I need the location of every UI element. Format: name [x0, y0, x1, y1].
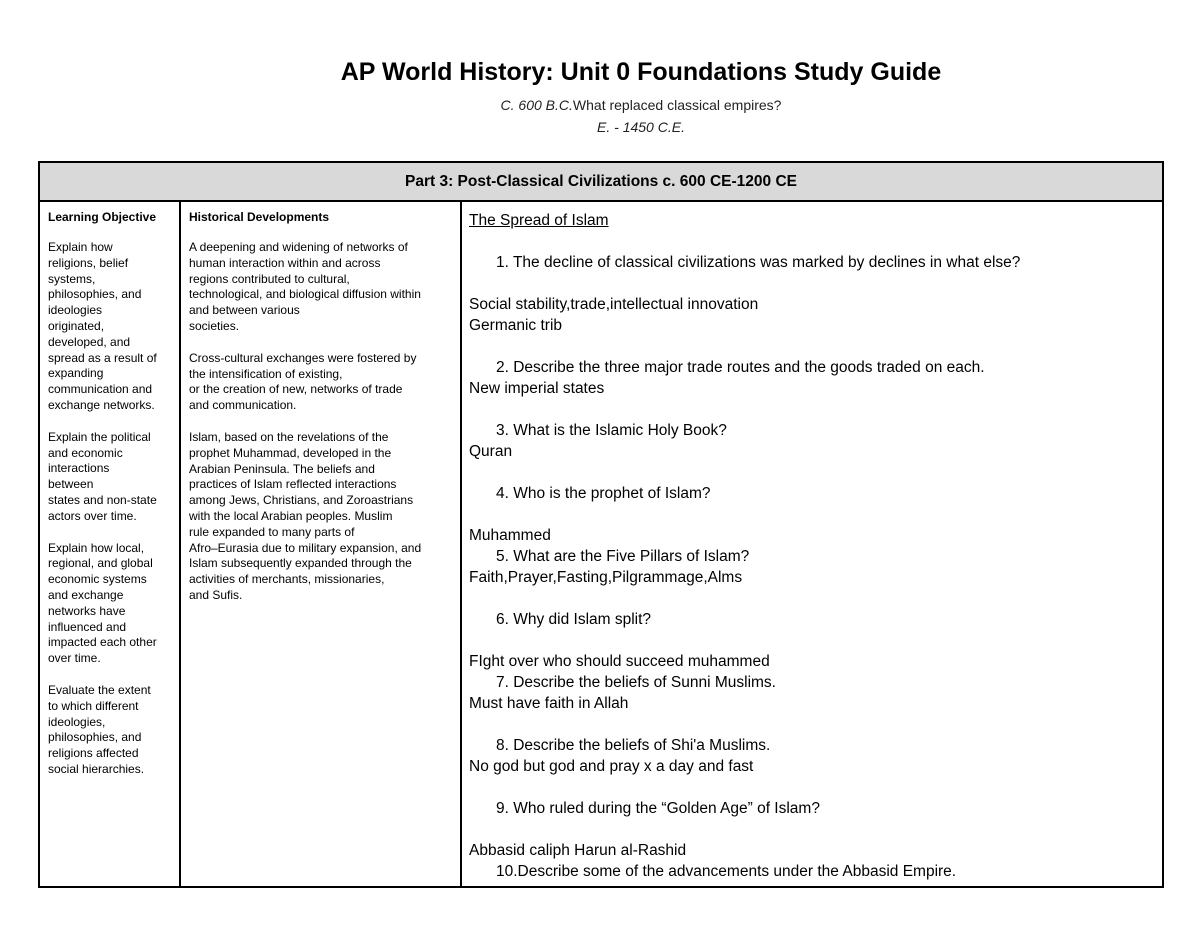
questions-column	[462, 202, 1162, 886]
learning-objective-item-line: exchange networks.	[48, 397, 155, 412]
historical-development-item	[189, 240, 460, 335]
learning-objective-item-line: Explain how local,	[48, 540, 145, 555]
historical-development-item	[189, 430, 460, 604]
learning-objective-item-line: networks have	[48, 603, 126, 618]
learning-objective-item-line: interactions	[48, 461, 110, 476]
learning-objective-column	[40, 202, 181, 886]
question-item: 9. Who ruled during the “Golden Age” of Islam?	[496, 800, 820, 817]
historical-development-item	[189, 351, 460, 414]
answer-text: Social stability,trade,intellectual innovation	[469, 296, 759, 313]
historical-development-item-line: and communication.	[189, 398, 297, 413]
question-item: 8. Describe the beliefs of Shi'a Muslims.	[496, 737, 771, 754]
learning-objective-item-line: developed, and	[48, 334, 131, 349]
learning-objective-item-line: economic systems	[48, 572, 147, 587]
learning-objective-item-line: philosophies, and	[48, 287, 142, 302]
historical-development-item-line: regions contributed to cultural,	[189, 271, 350, 286]
learning-objective-item-line: impacted each other	[48, 635, 157, 650]
answer-text: FIght over who should succeed muhammed	[469, 653, 770, 670]
historical-development-item-line: rule expanded to many parts of	[189, 524, 355, 539]
subtitle-question: What replaced classical empires?	[572, 97, 782, 113]
question-item: 10.Describe some of the advancements under the Abbasid Empire.	[496, 863, 957, 880]
learning-objective-item-line: states and non-state	[48, 492, 157, 507]
learning-objective-item-line: over time.	[48, 651, 101, 666]
historical-development-item-line: Arabian Peninsula. The beliefs and	[189, 461, 375, 476]
learning-objective-item	[48, 240, 179, 414]
historical-developments-list	[189, 240, 460, 604]
historical-developments-column	[181, 202, 462, 886]
spacer	[469, 336, 1162, 357]
answer-text: Muhammed	[469, 527, 551, 544]
spacer	[469, 588, 1162, 609]
learning-objective-item-line: to which different	[48, 698, 139, 713]
learning-objective-item-line: spread as a result of	[48, 350, 157, 365]
learning-objective-item-line: communication and	[48, 382, 153, 397]
question-item: 5. What are the Five Pillars of Islam?	[496, 548, 750, 565]
question-item: 7. Describe the beliefs of Sunni Muslims.	[496, 674, 776, 691]
learning-objective-item-line: between	[48, 477, 94, 492]
historical-development-item-line: or the creation of new, networks of trade	[189, 382, 403, 397]
question-list	[469, 252, 1162, 882]
spacer	[469, 714, 1162, 735]
historical-development-item-line: human interaction within and across	[189, 255, 381, 270]
learning-objective-item-line: and exchange	[48, 587, 124, 602]
historical-development-item-line: and between various	[189, 303, 300, 318]
historical-development-item-line: Cross-cultural exchanges were fostered by	[189, 350, 417, 365]
learning-objective-item-line: originated,	[48, 318, 105, 333]
learning-objective-item-line: systems,	[48, 271, 96, 286]
question-item: 1. The decline of classical civilizations was marked by declines in what else?	[496, 254, 1021, 271]
table-heading: Part 3: Post-Classical Civilizations c. 600 CE-1200 CE	[40, 163, 1162, 202]
learning-objective-item-line: religions, belief	[48, 255, 129, 270]
learning-objective-item-line: social hierarchies.	[48, 761, 145, 776]
spacer	[469, 273, 1162, 294]
historical-development-item-line: activities of merchants, missionaries,	[189, 572, 385, 587]
historical-development-item-line: Islam, based on the revelations of the	[189, 429, 389, 444]
subtitle-line-2: E. - 1450 C.E.	[597, 119, 685, 135]
spacer	[469, 399, 1162, 420]
historical-development-item-line: among Jews, Christians, and Zoroastrians	[189, 493, 414, 508]
question-item: 6. Why did Islam split?	[496, 611, 652, 628]
question-item: 3. What is the Islamic Holy Book?	[496, 422, 727, 439]
learning-objective-item-line: ideologies,	[48, 714, 106, 729]
learning-objective-item-line: expanding	[48, 366, 104, 381]
learning-objective-list	[48, 240, 179, 778]
answer-text: Quran	[469, 443, 513, 460]
historical-development-item-line: with the local Arabian peoples. Muslim	[189, 508, 393, 523]
learning-objective-item-line: and economic	[48, 445, 123, 460]
spacer	[469, 630, 1162, 651]
learning-objective-header: Learning Objective	[48, 210, 157, 224]
learning-objective-item-line: ideologies	[48, 303, 103, 318]
answer-text: Germanic trib	[469, 317, 563, 334]
historical-development-item-line: A deepening and widening of networks of	[189, 240, 408, 254]
learning-objective-item-line: actors over time.	[48, 508, 137, 523]
learning-objective-item	[48, 683, 179, 778]
historical-development-item-line: technological, and biological diffusion within	[189, 287, 421, 302]
answer-text: Faith,Prayer,Fasting,Pilgrammage,Alms	[469, 569, 743, 586]
historical-development-item-line: practices of Islam reflected interactions	[189, 477, 397, 492]
learning-objective-item-line: Explain how	[48, 240, 113, 254]
historical-developments-header: Historical Developments	[189, 210, 330, 224]
learning-objective-item	[48, 430, 179, 525]
historical-development-item-line: the intensification of existing,	[189, 366, 343, 381]
page-title: AP World History: Unit 0 Foundations Study Guide	[340, 58, 942, 86]
question-item: 2. Describe the three major trade routes and the goods traded on each.	[496, 359, 985, 376]
section-title: The Spread of Islam	[469, 212, 609, 229]
spacer	[469, 819, 1162, 840]
learning-objective-item-line: Evaluate the extent	[48, 682, 151, 697]
learning-objective-item-line: regional, and global	[48, 556, 153, 571]
spacer	[469, 462, 1162, 483]
learning-objective-item	[48, 541, 179, 667]
historical-development-item-line: Islam subsequently expanded through the	[189, 556, 412, 571]
historical-development-item-line: Afro–Eurasia due to military expansion, and	[189, 540, 422, 555]
learning-objective-item-line: Explain the political	[48, 429, 151, 444]
answer-text: Must have faith in Allah	[469, 695, 629, 712]
study-guide-table	[38, 161, 1164, 888]
historical-development-item-line: prophet Muhammad, developed in the	[189, 445, 392, 460]
spacer	[469, 777, 1162, 798]
spacer	[469, 504, 1162, 525]
learning-objective-item-line: philosophies, and	[48, 730, 142, 745]
learning-objective-item-line: influenced and	[48, 619, 127, 634]
subtitle-date-start: C. 600 B.C.	[500, 97, 573, 113]
question-item: 4. Who is the prophet of Islam?	[496, 485, 711, 502]
historical-development-item-line: societies.	[189, 318, 240, 333]
answer-text: New imperial states	[469, 380, 605, 397]
subtitle-line-1	[0, 97, 1200, 113]
answer-text: Abbasid caliph Harun al-Rashid	[469, 842, 687, 859]
answer-text: No god but god and pray x a day and fast	[469, 758, 754, 775]
historical-development-item-line: and Sufis.	[189, 587, 243, 602]
learning-objective-item-line: religions affected	[48, 746, 139, 761]
